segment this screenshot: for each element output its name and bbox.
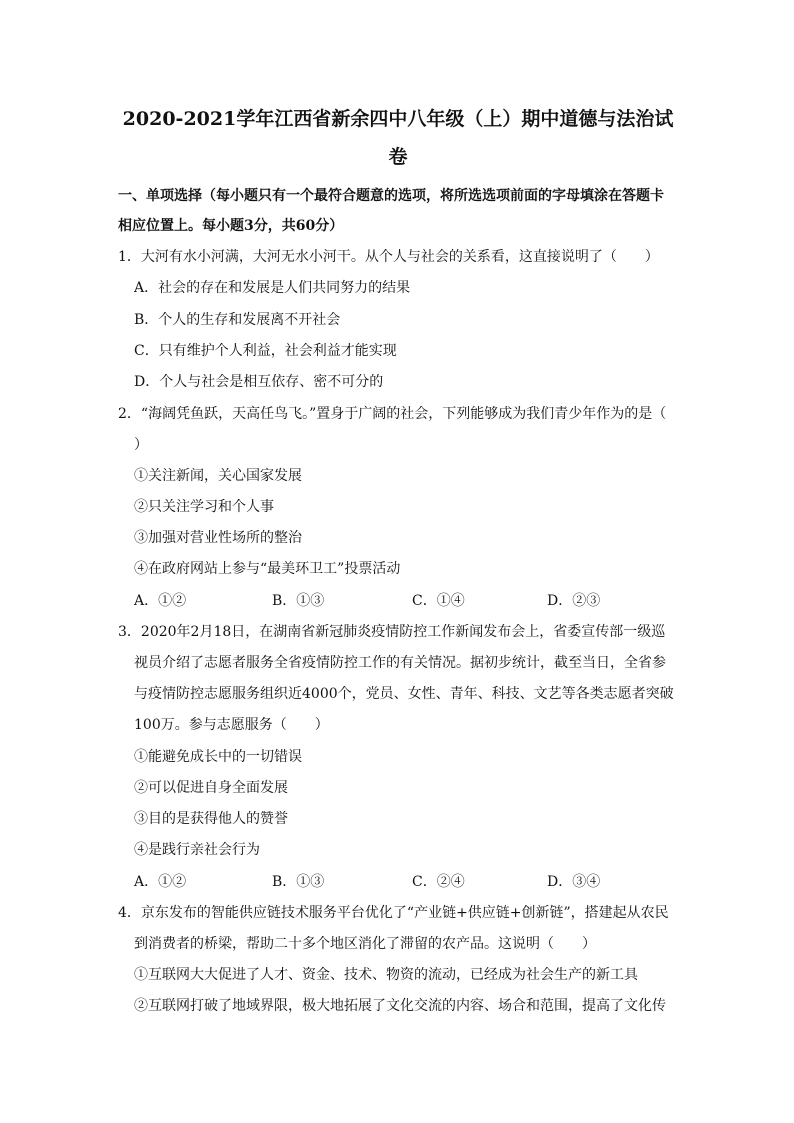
q4-stem-line-2: 到消费者的桥梁，帮助二十多个地区消化了滞留的农产品。这说明（ ） — [134, 936, 596, 952]
q2-option-a: A．①② — [134, 593, 187, 609]
q2-statement-1: ①关注新闻，关心国家发展 — [134, 468, 302, 484]
q3-stem-line-1: 3．2020年2月18日，在湖南省新冠肺炎疫情防控工作新闻发布会上，省委宣传部一级巡 — [118, 624, 666, 640]
q3-option-b: B．①③ — [272, 874, 325, 890]
exam-title-line-2: 卷 — [388, 146, 408, 168]
q3-statement-4: ④是践行亲社会行为 — [134, 842, 260, 858]
q2-option-b: B．①③ — [272, 593, 325, 609]
q1-option-d: D．个人与社会是相互依存、密不可分的 — [134, 374, 384, 390]
exam-title-line-1: 2020-2021学年江西省新余四中八年级（上）期中道德与法治试 — [122, 108, 674, 130]
q3-statement-3: ③目的是获得他人的赞誉 — [134, 811, 288, 827]
q3-statement-2: ②可以促进自身全面发展 — [134, 780, 288, 796]
q3-stem-line-4: 100万。参与志愿服务（ ） — [134, 717, 329, 733]
q2-option-d: D．②③ — [547, 593, 601, 609]
q1-option-a: A．社会的存在和发展是人们共同努力的结果 — [134, 280, 411, 296]
q2-stem-line-2: ） — [134, 437, 148, 453]
q2-option-c: C．①④ — [412, 593, 465, 609]
q3-statement-1: ①能避免成长中的一切错误 — [134, 749, 302, 765]
q1-option-c: C．只有维护个人利益，社会利益才能实现 — [134, 343, 397, 359]
section-instructions-line-2: 相应位置上。每小题3分，共60分） — [118, 218, 344, 234]
q2-statement-2: ②只关注学习和个人事 — [134, 499, 274, 515]
q3-stem-line-2: 视员介绍了志愿者服务全省疫情防控工作的有关情况。据初步统计，截至当日，全省参 — [134, 655, 666, 671]
q4-statement-2: ②互联网打破了地域界限，极大地拓展了文化交流的内容、场合和范围，提高了文化传 — [134, 998, 666, 1014]
q4-stem-line-1: 4．京东发布的智能供应链技术服务平台优化了“产业链+供应链+创新链”，搭建起从农民 — [118, 905, 669, 921]
q3-option-c: C．②④ — [412, 874, 465, 890]
q1-stem: 1．大河有水小河满，大河无水小河干。从个人与社会的关系看，这直接说明了（ ） — [118, 249, 659, 265]
q1-option-b: B．个人的生存和发展离不开社会 — [134, 312, 341, 328]
q3-option-d: D．③④ — [547, 874, 601, 890]
q3-option-a: A．①② — [134, 874, 187, 890]
q2-stem-line-1: 2．“海阔凭鱼跃，天高任鸟飞。”置身于广阔的社会，下列能够成为我们青少年作为的是（ — [118, 406, 667, 422]
q3-stem-line-3: 与疫情防控志愿服务组织近4000个，党员、女性、青年、科技、文艺等各类志愿者突破 — [134, 686, 674, 702]
q4-statement-1: ①互联网大大促进了人才、资金、技术、物资的流动，已经成为社会生产的新工具 — [134, 967, 638, 983]
section-instructions-line-1: 一、单项选择（每小题只有一个最符合题意的选项，将所选选项前面的字母填涂在答题卡 — [118, 188, 664, 204]
q2-statement-3: ③加强对营业性场所的整治 — [134, 530, 302, 546]
q2-statement-4: ④在政府网站上参与“最美环卫工”投票活动 — [134, 561, 401, 577]
